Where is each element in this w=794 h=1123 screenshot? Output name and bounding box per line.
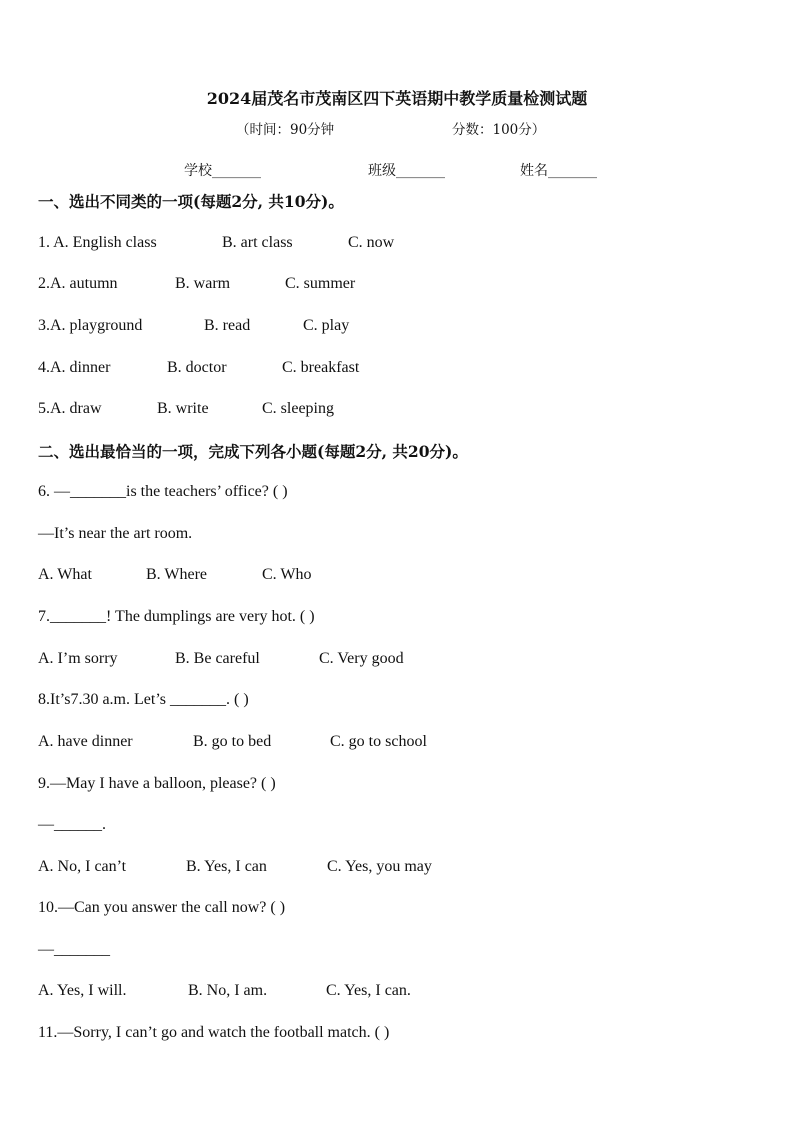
q1-option-c: C. now xyxy=(348,234,395,251)
q5-option-b: B. write xyxy=(157,400,209,417)
q4-option-b: B. doctor xyxy=(167,359,227,376)
q10-stem: 10.—Can you answer the call now? ( ) xyxy=(38,899,286,916)
q2-option-b: B. warm xyxy=(175,275,231,292)
q4-option-c: C. breakfast xyxy=(282,359,360,376)
q10-reply: —_______ xyxy=(38,941,110,958)
q7-option-a: A. I’m sorry xyxy=(38,650,118,667)
q1-option-b: B. art class xyxy=(222,234,293,251)
q6-option-c: C. Who xyxy=(262,566,312,583)
q6-stem: 6. —_______is the teachers’ office? ( ) xyxy=(38,483,288,500)
class-field: 班级_______ xyxy=(368,163,445,179)
q6-reply: —It’s near the art room. xyxy=(38,525,193,542)
q10-option-c: C. Yes, I can. xyxy=(326,982,411,999)
q3-option-c: C. play xyxy=(303,317,350,334)
q6-option-a: A. What xyxy=(38,566,92,583)
q1-option-a: 1. A. English class xyxy=(38,234,157,251)
name-field: 姓名_______ xyxy=(520,163,597,179)
q2-option-a: 2.A. autumn xyxy=(38,275,118,292)
q8-stem: 8.It’s7.30 a.m. Let’s _______. ( ) xyxy=(38,691,249,708)
q8-option-c: C. go to school xyxy=(330,733,427,750)
q7-option-b: B. Be careful xyxy=(175,650,260,667)
q9-stem: 9.—May I have a balloon, please? ( ) xyxy=(38,775,276,792)
page-title: 2024届茂名市茂南区四下英语期中教学质量检测试题 xyxy=(206,89,588,108)
q2-option-c: C. summer xyxy=(285,275,356,292)
q8-option-a: A. have dinner xyxy=(38,733,133,750)
q9-option-c: C. Yes, you may xyxy=(327,858,432,875)
q3-option-a: 3.A. playground xyxy=(38,317,143,334)
q7-stem: 7._______! The dumplings are very hot. ( ) xyxy=(38,608,315,625)
q3-option-b: B. read xyxy=(204,317,251,334)
q11-stem: 11.—Sorry, I can’t go and watch the football match. ( ) xyxy=(38,1024,390,1041)
q8-option-b: B. go to bed xyxy=(193,733,272,750)
q5-option-a: 5.A. draw xyxy=(38,400,102,417)
q6-option-b: B. Where xyxy=(146,566,208,583)
school-field: 学校_______ xyxy=(184,163,261,179)
section-1-heading: 一、选出不同类的一项(每题2分, 共10分)。 xyxy=(38,192,344,211)
exam-score: 分数：100分） xyxy=(452,122,546,138)
q9-option-b: B. Yes, I can xyxy=(186,858,267,875)
q10-option-a: A. Yes, I will. xyxy=(38,982,127,999)
q10-option-b: B. No, I am. xyxy=(188,982,268,999)
q4-option-a: 4.A. dinner xyxy=(38,359,111,376)
q9-option-a: A. No, I can’t xyxy=(38,858,127,875)
q7-option-c: C. Very good xyxy=(319,650,404,667)
q5-option-c: C. sleeping xyxy=(262,400,334,417)
section-2-heading: 二、选出最恰当的一项，完成下列各小题(每题2分, 共20分)。 xyxy=(38,442,468,461)
exam-time: （时间：90分钟 xyxy=(236,122,335,138)
q9-reply: —______. xyxy=(38,816,106,833)
